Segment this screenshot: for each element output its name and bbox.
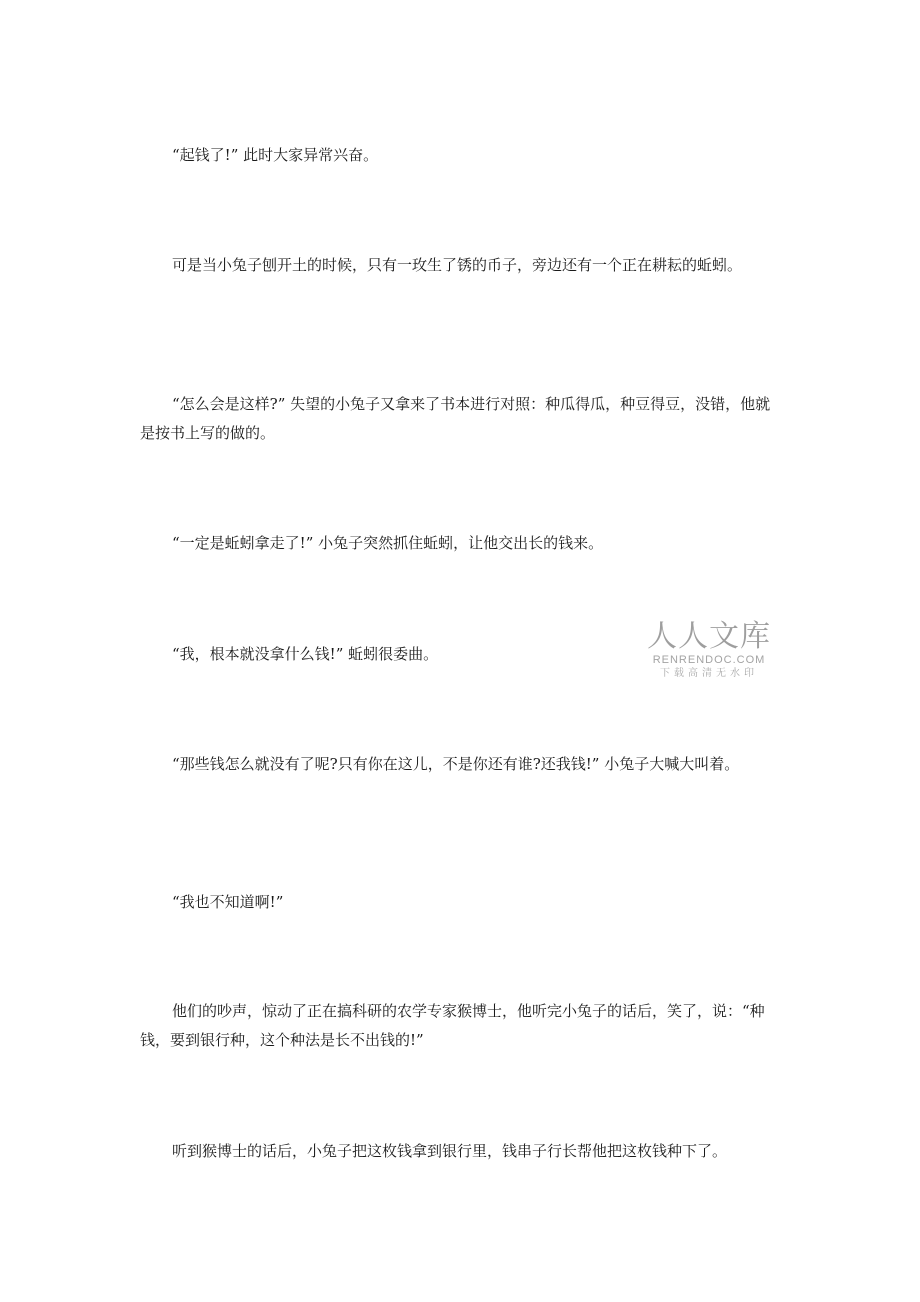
watermark-note: 下载高清无水印 [660, 668, 758, 679]
paragraph-7: “我也不知道啊!” [172, 893, 284, 911]
paragraph-3: “怎么会是这样?” 失望的小兔子又拿来了书本进行对照：种瓜得瓜，种豆得豆，没错，他就是按书上写的做的。 [140, 395, 771, 442]
paragraph-1: “起钱了!” 此时大家异常兴奋。 [172, 146, 379, 164]
watermark-site: RENRENDOC.COM [652, 654, 766, 666]
paragraph-4: “一定是蚯蚓拿走了!” 小兔子突然抓住蚯蚓，让他交出长的钱来。 [172, 534, 604, 552]
paragraph-8: 他们的吵声，惊动了正在搞科研的农学专家猴博士，他听完小兔子的话后，笑了，说：“种钱，要到银行种，这个种法是长不出钱的!” [140, 1002, 765, 1049]
watermark-title: 人人文库 [647, 619, 771, 654]
paragraph-5: “我，根本就没拿什么钱!” 蚯蚓很委曲。 [172, 645, 439, 663]
paragraph-6: “那些钱怎么就没有了呢?只有你在这儿，不是你还有谁?还我钱!” 小兔子大喊大叫着。 [172, 755, 740, 773]
paragraph-2: 可是当小兔子刨开土的时候，只有一玫生了锈的币子，旁边还有一个正在耕耘的蚯蚓。 [172, 256, 743, 274]
paragraph-9: 听到猴博士的话后，小兔子把这枚钱拿到银行里，钱串子行长帮他把这枚钱种下了。 [172, 1142, 728, 1160]
watermark-logo [644, 620, 774, 681]
